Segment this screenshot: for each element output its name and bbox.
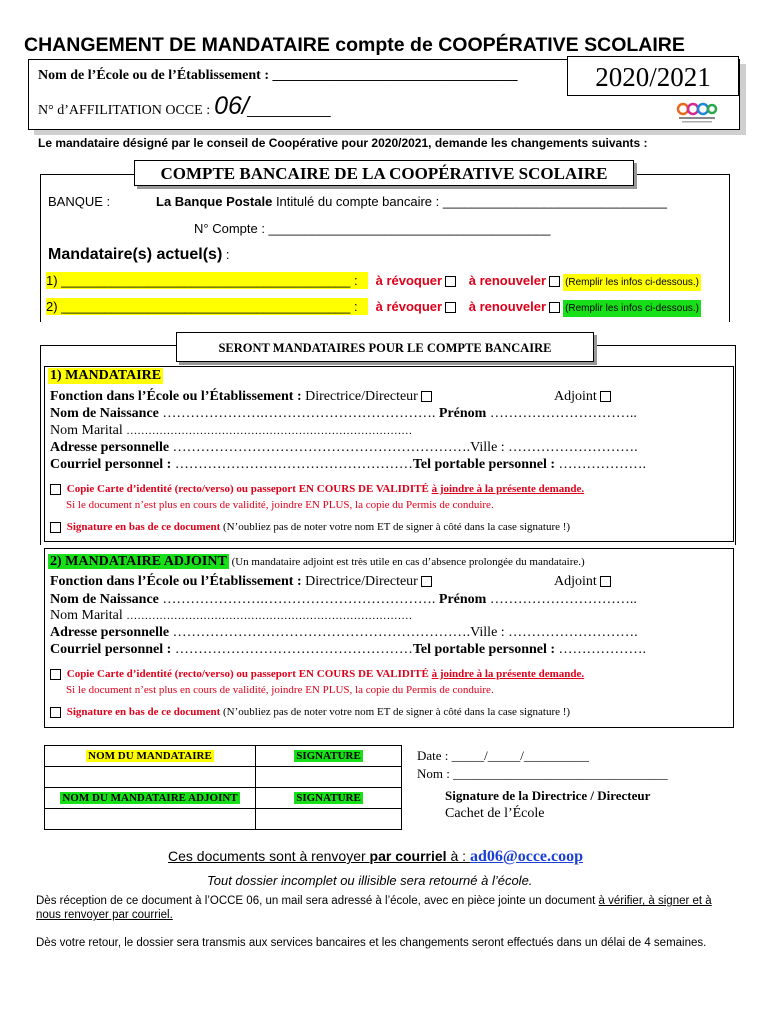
mandataire-heading: 1) MANDATAIRE	[50, 368, 162, 383]
adjoint-heading-row: 2) MANDATAIRE ADJOINT (Un mandataire adjoint est très utile en cas d’absence prolongée du mandataire.)	[50, 554, 585, 569]
mandataire-name-header: NOM DU MANDATAIRE	[45, 746, 256, 767]
mandataire-address-row[interactable]: Adresse personnelle ……………………………………………………….Ville : ……………………….	[50, 440, 638, 455]
renew-2[interactable]: à renouveler	[469, 299, 563, 314]
school-input[interactable]: ___________________________________	[272, 68, 518, 83]
year-box	[567, 56, 739, 96]
adjoint-id-note: Si le document n’est plus en cours de validité, joindre EN PLUS, la copie du Permis de conduire.	[66, 684, 494, 696]
revoke-1[interactable]: à révoquer	[376, 273, 459, 288]
mandataire-function-row: Fonction dans l’École ou l’Établissement : Directrice/Directeur	[50, 389, 435, 405]
adjoint-marital-row[interactable]: Nom Marital ……………………………………………………………………	[50, 608, 413, 623]
stamp-label: Cachet de l’École	[445, 806, 545, 821]
current-1-field[interactable]: 1) ________________________________________ :	[46, 272, 368, 289]
revoke-2-checkbox[interactable]	[445, 302, 456, 313]
account-title-field[interactable]: Intitulé du compte bancaire : _______________________________	[275, 194, 667, 209]
mandataire-id-note: Si le document n’est plus en cours de validité, joindre EN PLUS, la copie du Permis de conduire.	[66, 499, 494, 511]
renew-1-checkbox[interactable]	[549, 276, 560, 287]
adjoint-address-row[interactable]: Adresse personnelle ……………………………………………………….Ville : ……………………….	[50, 625, 638, 640]
renew-1[interactable]: à renouveler	[469, 273, 563, 288]
mandataire-birth-name-row[interactable]: Nom de Naissance ………………….………………………………. Prénom …………………………..	[50, 406, 637, 421]
function-director-option[interactable]: Directrice/Directeur	[305, 389, 435, 404]
revoke-1-checkbox[interactable]	[445, 276, 456, 287]
mandataire-marital-row[interactable]: Nom Marital ……………………………………………………………………	[50, 423, 413, 438]
affiliation-label: N° d’AFFILITATION OCCE :	[38, 103, 211, 118]
revoke-2[interactable]: à révoquer	[376, 299, 459, 314]
year-value: 2020/2021	[595, 62, 711, 92]
adjoint-signature-cell[interactable]	[256, 809, 402, 830]
renew-2-checkbox[interactable]	[549, 302, 560, 313]
affiliation-field[interactable]	[38, 92, 332, 121]
future-section-title: SERONT MANDATAIRES POUR LE COMPTE BANCAIRE	[176, 332, 594, 362]
mandataire-signature-header: SIGNATURE	[256, 746, 402, 767]
function-adjoint-option[interactable]: Adjoint	[554, 389, 614, 405]
adjoint-adjoint-option[interactable]: Adjoint	[554, 574, 614, 590]
bank-label: BANQUE :	[48, 194, 111, 209]
current-2-field[interactable]: 2) ________________________________________ :	[46, 298, 368, 315]
signature-table	[44, 745, 402, 830]
process-paragraph-1: Dès réception de ce document à l’OCCE 06, un mail sera adressé à l’école, avec en pièce jointe un document à vérifier, à signer et à nous renvoyer par courriel.	[36, 895, 712, 921]
current-mandataires-heading: Mandataire(s) actuel(s) :	[48, 246, 230, 263]
intro-text: Le mandataire désigné par le conseil de Coopérative pour 2020/2021, demande les changements suivants :	[38, 136, 648, 150]
adjoint-name-cell[interactable]	[45, 809, 256, 830]
incomplete-warning: Tout dossier incomplet ou illisible sera retourné à l’école.	[207, 873, 533, 888]
account-number-field[interactable]: N° Compte : _______________________________________	[194, 221, 551, 236]
current-row-1	[46, 272, 701, 291]
mandataire-name-cell[interactable]	[45, 767, 256, 788]
adjoint-birth-name-row[interactable]: Nom de Naissance ………………….………………………………. Prénom …………………………..	[50, 592, 637, 607]
page-title: CHANGEMENT DE MANDATAIRE compte de COOPÉRATIVE SCOLAIRE	[24, 34, 685, 56]
mandataire-email-row[interactable]: Courriel personnel : ……………………………………………Tel portable personnel : ……………….	[50, 457, 647, 472]
current-row-2	[46, 298, 701, 317]
adjoint-director-option[interactable]: Directrice/Directeur	[305, 574, 435, 589]
bank-row	[156, 194, 667, 209]
director-name-field[interactable]: Nom : _________________________________	[417, 766, 668, 781]
school-label: Nom de l’École ou de l’Établissement :	[38, 68, 269, 83]
adjoint-name-header: NOM DU MANDATAIRE ADJOINT	[45, 788, 256, 809]
adjoint-signature-header: SIGNATURE	[256, 788, 402, 809]
process-paragraph-2: Dès votre retour, le dossier sera transmis aux services bancaires et les changements seront effectués dans un délai de 4 semaines.	[36, 937, 707, 949]
adjoint-function-row: Fonction dans l’École ou l’Établissement : Directrice/Directeur	[50, 574, 435, 590]
school-field[interactable]	[38, 68, 517, 84]
adjoint-heading: 2) MANDATAIRE ADJOINT	[50, 554, 227, 569]
adjoint-email-row[interactable]: Courriel personnel : ……………………………………………Tel portable personnel : ……………….	[50, 642, 647, 657]
director-signature-label: Signature de la Directrice / Directeur	[445, 788, 651, 803]
mandataire-signature-cell[interactable]	[256, 767, 402, 788]
bank-name: La Banque Postale	[156, 194, 273, 209]
bank-section-title: COMPTE BANCAIRE DE LA COOPÉRATIVE SCOLAIRE	[134, 160, 634, 186]
adjoint-id-copy[interactable]: Copie Carte d’identité (recto/verso) ou passeport EN COURS DE VALIDITÉ à joindre à la présente demande.	[50, 668, 584, 680]
fill-note-2: (Remplir les infos ci-dessous.)	[563, 300, 701, 317]
contact-email-link[interactable]: ad06@occe.coop	[469, 848, 584, 865]
adjoint-signature-check[interactable]: Signature en bas de ce document (N’oubliez pas de noter votre nom ET de signer à côté dans la case signature !)	[50, 706, 570, 718]
send-instruction: Ces documents sont à renvoyer par courriel à : ad06@occe.coop	[168, 848, 584, 865]
fill-note-1: (Remplir les infos ci-dessous.)	[563, 274, 701, 291]
occe-logo	[676, 100, 718, 124]
mandataire-id-copy[interactable]: Copie Carte d’identité (recto/verso) ou passeport EN COURS DE VALIDITÉ à joindre à la présente demande.	[50, 483, 584, 495]
affiliation-input[interactable]: 06/______	[214, 92, 333, 120]
date-field[interactable]: Date : _____/_____/__________	[417, 748, 589, 763]
mandataire-signature-check[interactable]: Signature en bas de ce document (N’oubliez pas de noter votre nom ET de signer à côté dans la case signature !)	[50, 521, 570, 533]
